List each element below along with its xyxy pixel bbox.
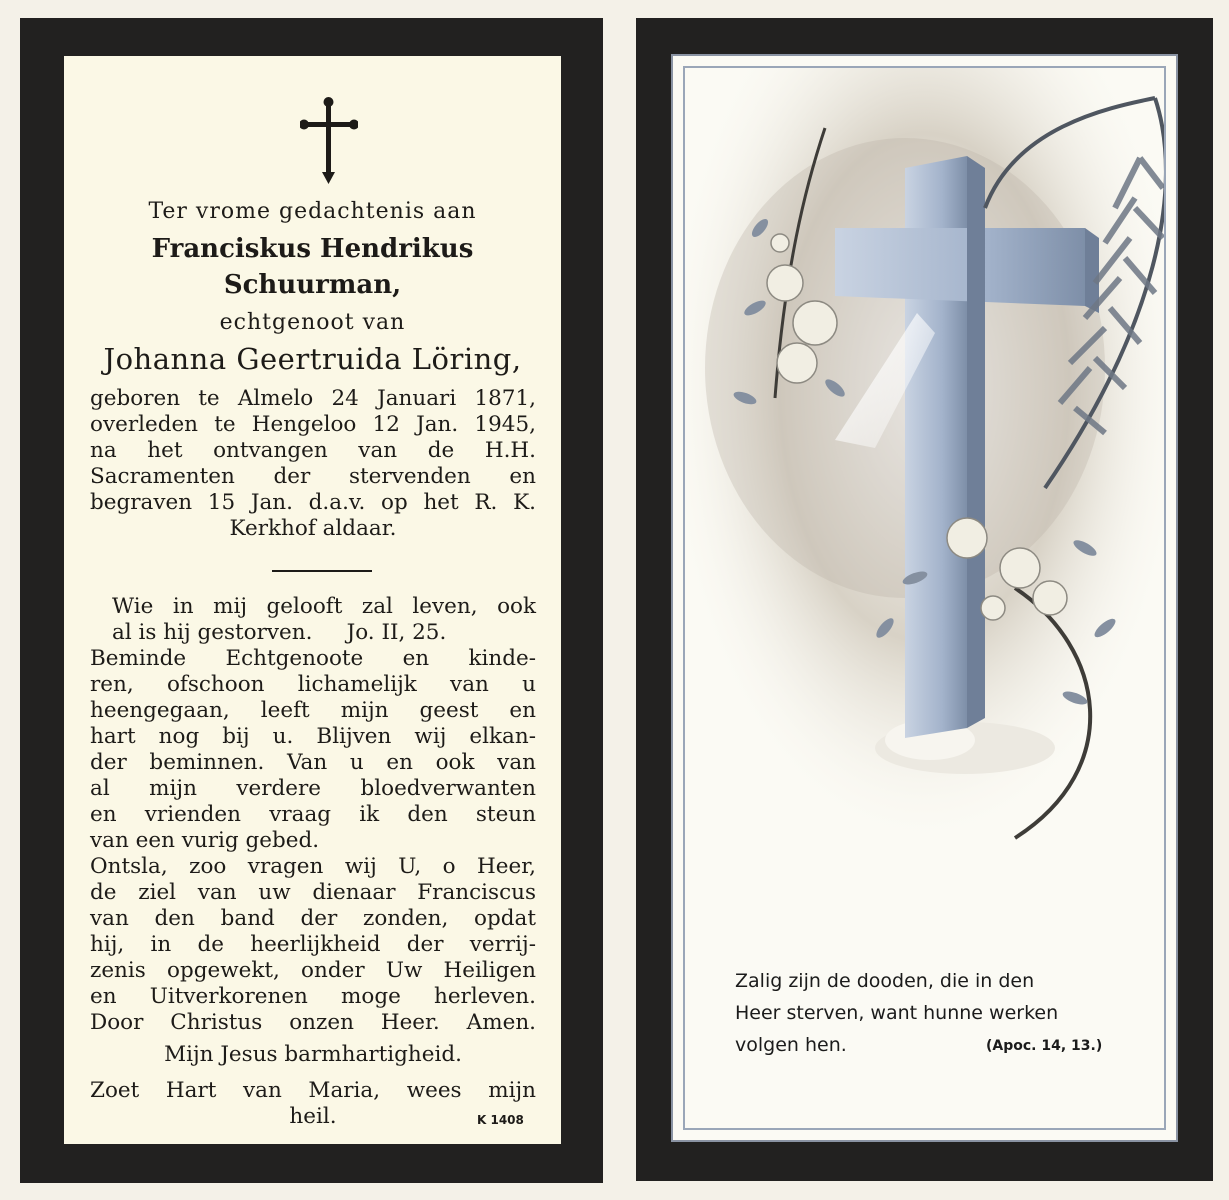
relation-text: echtgenoot van	[219, 310, 406, 335]
deceased-name-line2: Schuurman,	[223, 270, 402, 300]
bio-line: overleden te Hengeloo 12 Jan. 1945,	[90, 412, 536, 437]
card-text-panel	[64, 56, 561, 1144]
memorial-card-back	[636, 18, 1213, 1181]
prayer-line: ren, ofschoon lichamelijk van u	[90, 672, 536, 697]
prayer-line: der beminnen. Van u en ook van	[90, 750, 536, 775]
prayer-line: al is hij gestorven. Jo. II, 25.	[112, 620, 447, 645]
image-panel	[671, 54, 1178, 1142]
spouse-name: Johanna Geertruida Löring,	[103, 342, 522, 376]
prayer-line: en Uitverkorenen moge herleven.	[90, 984, 536, 1009]
closing-line: heil.	[289, 1104, 337, 1129]
bio-line: Kerkhof aldaar.	[229, 516, 397, 541]
bible-reference: (Apoc. 14, 13.)	[986, 1038, 1103, 1054]
deceased-name-line1: Franciskus Hendrikus	[151, 234, 474, 264]
prayer-line: van den band der zonden, opdat	[90, 906, 536, 931]
prayer-line: Ontsla, zoo vragen wij U, o Heer,	[90, 854, 536, 879]
prayer-line: de ziel van uw dienaar Franciscus	[90, 880, 536, 905]
prayer-line: zenis opgewekt, onder Uw Heiligen	[90, 958, 536, 983]
verse-line: volgen hen.	[735, 1034, 847, 1056]
verse-line: Zalig zijn de dooden, die in den	[735, 970, 1035, 992]
closing-line: Zoet Hart van Maria, wees mijn	[90, 1078, 536, 1103]
prayer-line: en vrienden vraag ik den steun	[90, 802, 536, 827]
bio-line: Sacramenten der stervenden en	[90, 464, 536, 489]
closing-line: Mijn Jesus barmhartigheid.	[164, 1042, 462, 1067]
prayer-line: Wie in mij gelooft zal leven, ook	[112, 594, 536, 619]
divider	[272, 570, 372, 572]
bio-line: geboren te Almelo 24 Januari 1871,	[90, 386, 536, 411]
prayer-line: van een vurig gebed.	[90, 828, 320, 853]
cross-illustration	[685, 68, 1164, 1128]
prayer-line: Beminde Echtgenoote en kinde-	[90, 646, 536, 671]
intro-text: Ter vrome gedachtenis aan	[148, 199, 477, 224]
prayer-line: Door Christus onzen Heer. Amen.	[90, 1010, 536, 1035]
prayer-line: al mijn verdere bloedverwanten	[90, 776, 536, 801]
memorial-card-front	[20, 18, 603, 1183]
print-code: K 1408	[477, 1113, 524, 1127]
prayer-line: hij, in de heerlijkheid der verrij-	[90, 932, 536, 957]
bio-line: begraven 15 Jan. d.a.v. op het R. K.	[90, 490, 536, 515]
prayer-line: hart nog bij u. Blijven wij elkan-	[90, 724, 536, 749]
bio-line: na het ontvangen van de H.H.	[90, 438, 536, 463]
cross-icon	[300, 96, 358, 186]
prayer-line: heengegaan, leeft mijn geest en	[90, 698, 536, 723]
verse-line: Heer sterven, want hunne werken	[735, 1002, 1059, 1024]
